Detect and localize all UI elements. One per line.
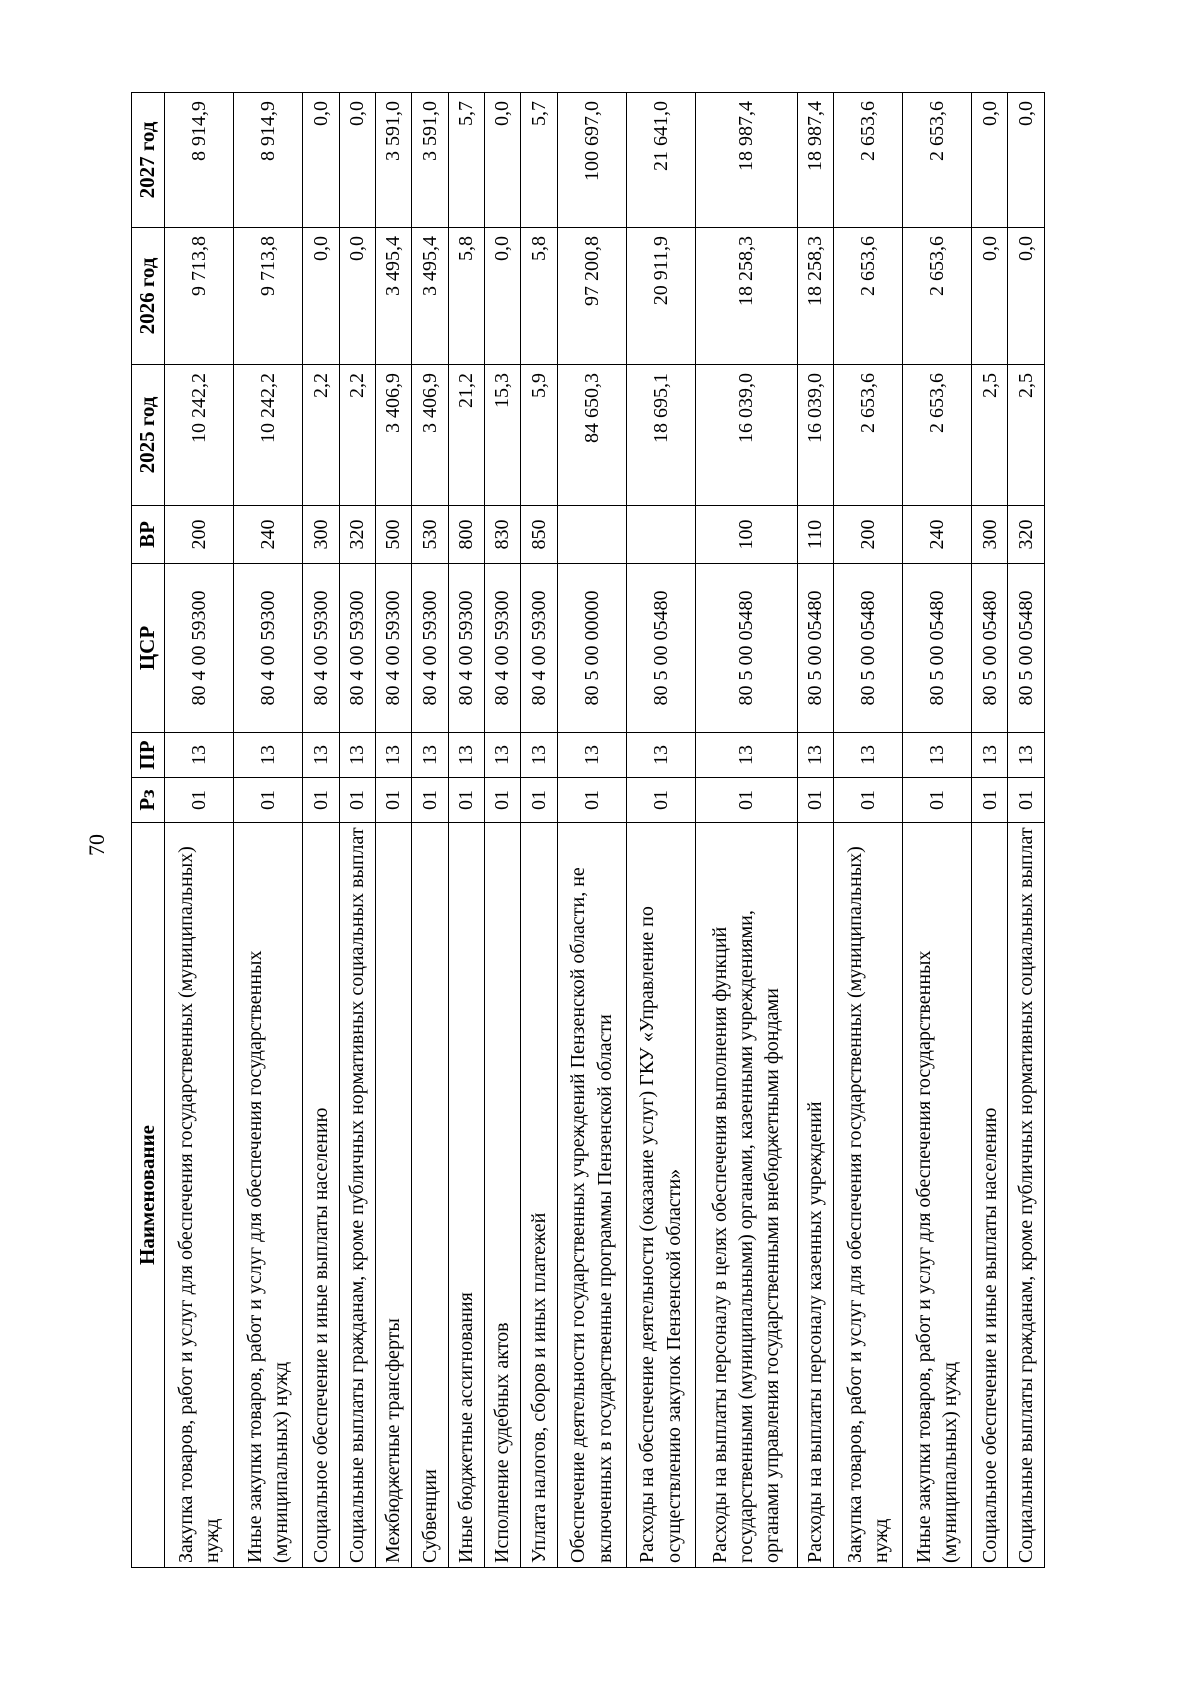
cell-2025: 2,2 — [303, 365, 339, 506]
cell-pr: 13 — [412, 733, 448, 778]
cell-2025: 2,2 — [339, 365, 375, 506]
table-row — [375, 93, 411, 1568]
cell-2026: 18 258,3 — [695, 228, 797, 365]
cell-vr: 200 — [165, 506, 234, 564]
table-body — [165, 93, 1045, 1568]
cell-rz: 01 — [339, 778, 375, 823]
cell-2025: 10 242,2 — [234, 365, 303, 506]
cell-pr: 13 — [557, 733, 626, 778]
cell-2026: 3 495,4 — [375, 228, 411, 365]
cell-2027: 3 591,0 — [375, 93, 411, 228]
cell-2025: 10 242,2 — [165, 365, 234, 506]
cell-2026: 0,0 — [303, 228, 339, 365]
cell-pr: 13 — [234, 733, 303, 778]
cell-vr: 830 — [485, 506, 521, 564]
cell-2025: 2 653,6 — [903, 365, 972, 506]
header-vr: ВР — [132, 506, 165, 564]
cell-pr: 13 — [303, 733, 339, 778]
cell-name: Уплата налогов, сборов и иных платежей — [521, 823, 557, 1568]
cell-rz: 01 — [412, 778, 448, 823]
cell-pr: 13 — [165, 733, 234, 778]
cell-csr: 80 5 00 05480 — [695, 564, 797, 733]
table-header-row — [132, 93, 165, 1568]
cell-vr: 240 — [903, 506, 972, 564]
cell-name: Закупка товаров, работ и услуг для обеспечения государственных (муниципальных) нужд — [833, 823, 902, 1568]
cell-2025: 15,3 — [485, 365, 521, 506]
cell-csr: 80 4 00 59300 — [165, 564, 234, 733]
cell-vr: 500 — [375, 506, 411, 564]
cell-vr: 300 — [972, 506, 1008, 564]
table-row — [165, 93, 234, 1568]
cell-2025: 2,5 — [1008, 365, 1045, 506]
cell-pr: 13 — [485, 733, 521, 778]
cell-2026: 18 258,3 — [797, 228, 833, 365]
cell-csr: 80 5 00 00000 — [557, 564, 626, 733]
page-number: 70 — [84, 834, 109, 856]
cell-name: Социальные выплаты гражданам, кроме публичных нормативных социальных выплат — [1008, 823, 1045, 1568]
cell-pr: 13 — [833, 733, 902, 778]
cell-rz: 01 — [695, 778, 797, 823]
cell-2027: 5,7 — [448, 93, 484, 228]
header-name: Наименование — [132, 823, 165, 1568]
cell-csr: 80 4 00 59300 — [339, 564, 375, 733]
cell-2025: 21,2 — [448, 365, 484, 506]
cell-rz: 01 — [626, 778, 695, 823]
cell-2027: 3 591,0 — [412, 93, 448, 228]
cell-2026: 9 713,8 — [234, 228, 303, 365]
cell-vr: 800 — [448, 506, 484, 564]
cell-2025: 16 039,0 — [797, 365, 833, 506]
table-row — [626, 93, 695, 1568]
table-row — [833, 93, 902, 1568]
cell-name: Иные бюджетные ассигнования — [448, 823, 484, 1568]
header-rz: Рз — [132, 778, 165, 823]
table-row — [521, 93, 557, 1568]
cell-csr: 80 4 00 59300 — [234, 564, 303, 733]
table-row — [412, 93, 448, 1568]
cell-rz: 01 — [448, 778, 484, 823]
table-row — [797, 93, 833, 1568]
table-row — [485, 93, 521, 1568]
cell-2025: 16 039,0 — [695, 365, 797, 506]
cell-2027: 8 914,9 — [234, 93, 303, 228]
cell-2026: 0,0 — [1008, 228, 1045, 365]
cell-2025: 84 650,3 — [557, 365, 626, 506]
cell-name: Социальное обеспечение и иные выплаты населению — [972, 823, 1008, 1568]
cell-vr: 100 — [695, 506, 797, 564]
cell-csr: 80 4 00 59300 — [303, 564, 339, 733]
cell-name: Социальное обеспечение и иные выплаты населению — [303, 823, 339, 1568]
cell-vr — [557, 506, 626, 564]
cell-rz: 01 — [375, 778, 411, 823]
cell-rz: 01 — [521, 778, 557, 823]
cell-rz: 01 — [557, 778, 626, 823]
cell-name: Иные закупки товаров, работ и услуг для обеспечения государственных (муниципальных) нужд — [234, 823, 303, 1568]
cell-2027: 18 987,4 — [797, 93, 833, 228]
cell-csr: 80 5 00 05480 — [1008, 564, 1045, 733]
table-row — [448, 93, 484, 1568]
cell-pr: 13 — [972, 733, 1008, 778]
cell-vr — [626, 506, 695, 564]
cell-csr: 80 5 00 05480 — [972, 564, 1008, 733]
table-row — [339, 93, 375, 1568]
cell-name: Межбюджетные трансферты — [375, 823, 411, 1568]
cell-pr: 13 — [448, 733, 484, 778]
cell-2027: 18 987,4 — [695, 93, 797, 228]
header-2025: 2025 год — [132, 365, 165, 506]
cell-2025: 2 653,6 — [833, 365, 902, 506]
cell-pr: 13 — [521, 733, 557, 778]
cell-name: Социальные выплаты гражданам, кроме публичных нормативных социальных выплат — [339, 823, 375, 1568]
cell-vr: 240 — [234, 506, 303, 564]
cell-2027: 100 697,0 — [557, 93, 626, 228]
cell-csr: 80 5 00 05480 — [797, 564, 833, 733]
cell-csr: 80 4 00 59300 — [412, 564, 448, 733]
cell-rz: 01 — [797, 778, 833, 823]
cell-csr: 80 5 00 05480 — [833, 564, 902, 733]
cell-rz: 01 — [972, 778, 1008, 823]
rotated-table-wrapper — [131, 93, 1045, 1568]
cell-name: Субвенции — [412, 823, 448, 1568]
cell-2026: 3 495,4 — [412, 228, 448, 365]
header-2026: 2026 год — [132, 228, 165, 365]
cell-pr: 13 — [375, 733, 411, 778]
cell-rz: 01 — [903, 778, 972, 823]
cell-2027: 0,0 — [1008, 93, 1045, 228]
cell-2026: 0,0 — [485, 228, 521, 365]
cell-name: Исполнение судебных актов — [485, 823, 521, 1568]
cell-rz: 01 — [303, 778, 339, 823]
cell-2026: 9 713,8 — [165, 228, 234, 365]
cell-name: Закупка товаров, работ и услуг для обеспечения государственных (муниципальных) нужд — [165, 823, 234, 1568]
cell-2026: 0,0 — [339, 228, 375, 365]
cell-name: Расходы на выплаты персоналу в целях обеспечения выполнения функций государственными (муниципальными) органами, казенными учреждениями, органами управления государственными внебюджетными фондами — [695, 823, 797, 1568]
cell-vr: 320 — [339, 506, 375, 564]
cell-rz: 01 — [1008, 778, 1045, 823]
table-row — [557, 93, 626, 1568]
table-row — [303, 93, 339, 1568]
cell-name: Обеспечение деятельности государственных учреждений Пензенской области, не включенных в государственные программы Пензенской области — [557, 823, 626, 1568]
header-csr: ЦСР — [132, 564, 165, 733]
cell-2025: 3 406,9 — [375, 365, 411, 506]
cell-csr: 80 4 00 59300 — [448, 564, 484, 733]
cell-pr: 13 — [903, 733, 972, 778]
cell-name: Расходы на выплаты персоналу казенных учреждений — [797, 823, 833, 1568]
cell-2026: 5,8 — [521, 228, 557, 365]
table-row — [903, 93, 972, 1568]
cell-2025: 2,5 — [972, 365, 1008, 506]
cell-2027: 8 914,9 — [165, 93, 234, 228]
header-2027: 2027 год — [132, 93, 165, 228]
cell-2026: 5,8 — [448, 228, 484, 365]
cell-rz: 01 — [234, 778, 303, 823]
cell-2027: 0,0 — [972, 93, 1008, 228]
cell-rz: 01 — [833, 778, 902, 823]
table-row — [1008, 93, 1045, 1568]
cell-csr: 80 5 00 05480 — [626, 564, 695, 733]
cell-vr: 850 — [521, 506, 557, 564]
cell-2027: 2 653,6 — [903, 93, 972, 228]
cell-vr: 300 — [303, 506, 339, 564]
cell-csr: 80 4 00 59300 — [375, 564, 411, 733]
cell-2025: 3 406,9 — [412, 365, 448, 506]
cell-name: Расходы на обеспечение деятельности (оказание услуг) ГКУ «Управление по осуществлению закупок Пензенской области» — [626, 823, 695, 1568]
cell-csr: 80 4 00 59300 — [485, 564, 521, 733]
cell-2025: 18 695,1 — [626, 365, 695, 506]
cell-vr: 110 — [797, 506, 833, 564]
cell-2027: 5,7 — [521, 93, 557, 228]
cell-pr: 13 — [695, 733, 797, 778]
cell-pr: 13 — [626, 733, 695, 778]
cell-2027: 0,0 — [339, 93, 375, 228]
cell-2027: 2 653,6 — [833, 93, 902, 228]
table-row — [972, 93, 1008, 1568]
cell-2026: 97 200,8 — [557, 228, 626, 365]
cell-2025: 5,9 — [521, 365, 557, 506]
table-row — [234, 93, 303, 1568]
cell-pr: 13 — [1008, 733, 1045, 778]
cell-2026: 20 911,9 — [626, 228, 695, 365]
table-row — [695, 93, 797, 1568]
budget-table — [131, 92, 1045, 1568]
cell-2027: 0,0 — [485, 93, 521, 228]
cell-vr: 200 — [833, 506, 902, 564]
cell-2026: 0,0 — [972, 228, 1008, 365]
cell-name: Иные закупки товаров, работ и услуг для обеспечения государственных (муниципальных) нужд — [903, 823, 972, 1568]
cell-rz: 01 — [165, 778, 234, 823]
cell-pr: 13 — [339, 733, 375, 778]
cell-2027: 0,0 — [303, 93, 339, 228]
cell-pr: 13 — [797, 733, 833, 778]
cell-vr: 320 — [1008, 506, 1045, 564]
cell-2027: 21 641,0 — [626, 93, 695, 228]
cell-2026: 2 653,6 — [833, 228, 902, 365]
cell-csr: 80 5 00 05480 — [903, 564, 972, 733]
cell-rz: 01 — [485, 778, 521, 823]
cell-vr: 530 — [412, 506, 448, 564]
cell-2026: 2 653,6 — [903, 228, 972, 365]
cell-csr: 80 4 00 59300 — [521, 564, 557, 733]
header-pr: ПР — [132, 733, 165, 778]
